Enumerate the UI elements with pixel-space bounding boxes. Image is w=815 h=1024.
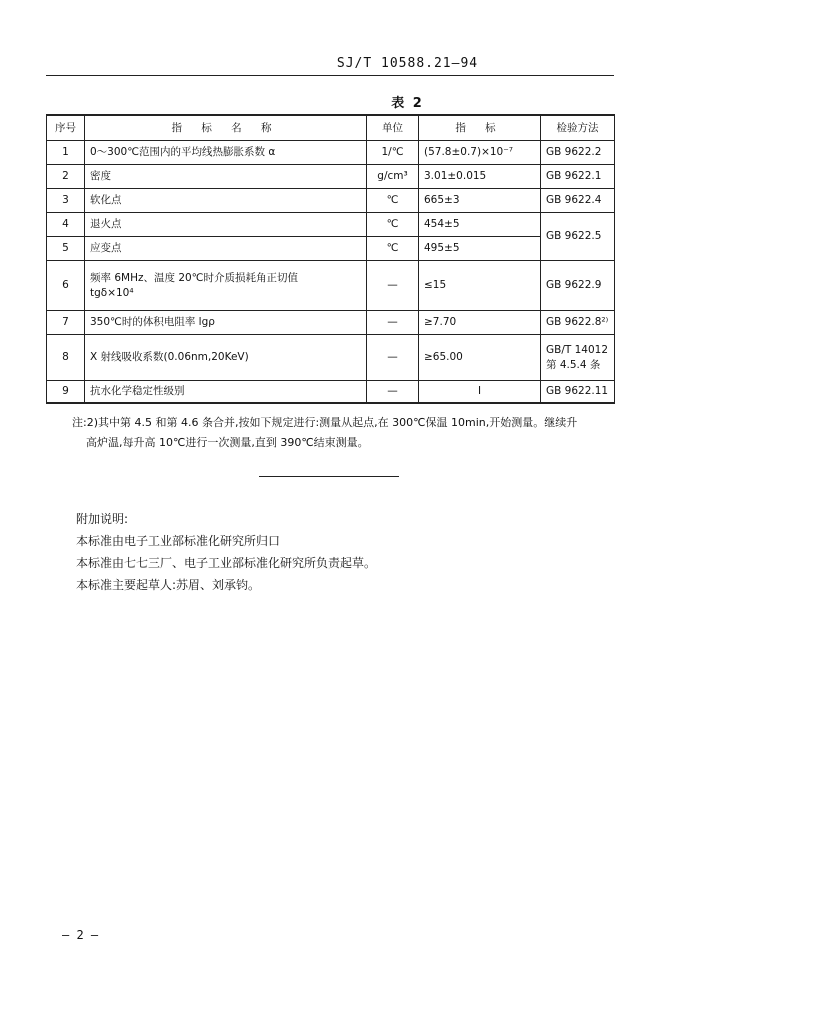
table-row <box>47 141 615 165</box>
table-row <box>47 237 615 261</box>
appendix-line: 本标准由电子工业部标准化研究所归口 <box>76 534 281 548</box>
row-name-cell <box>85 261 367 311</box>
table-header-row <box>47 115 615 141</box>
row-no: 8 <box>47 335 85 381</box>
row-unit: — <box>367 311 419 335</box>
row-name: 应变点 <box>85 237 367 261</box>
row-unit: — <box>367 335 419 381</box>
appendix-line: 本标准主要起草人:苏眉、刘承钧。 <box>76 578 261 592</box>
table-footnote <box>72 413 620 453</box>
row-value: ≥7.70 <box>419 311 541 335</box>
row-method: GB 9622.9 <box>541 261 615 311</box>
col-header-value: 指 标 <box>419 115 541 141</box>
row-value: 3.01±0.015 <box>419 165 541 189</box>
row-name: 密度 <box>85 165 367 189</box>
row-no: 7 <box>47 311 85 335</box>
col-header-unit: 单位 <box>367 115 419 141</box>
table-title: 表 2 <box>391 96 424 111</box>
footnote-line-1: 注:2)其中第 4.5 和第 4.6 条合并,按如下规定进行:测量从起点,在 300℃保温 10min,开始测量。继续升 <box>72 416 578 429</box>
footnote-line-2: 高炉温,每升高 10℃进行一次测量,直到 390℃结束测量。 <box>86 436 369 449</box>
row-name: 抗水化学稳定性级别 <box>85 381 367 403</box>
row-method: GB 9622.11 <box>541 381 615 403</box>
row-unit: ℃ <box>367 237 419 261</box>
row-unit: g/cm³ <box>367 165 419 189</box>
table-row <box>47 261 615 311</box>
row-method: GB 9622.1 <box>541 165 615 189</box>
col-header-no: 序号 <box>47 115 85 141</box>
row-value: 495±5 <box>419 237 541 261</box>
table-row <box>47 189 615 213</box>
row-no: 4 <box>47 213 85 237</box>
row-method: GB/T 14012 <box>546 343 609 356</box>
row-no: 5 <box>47 237 85 261</box>
specification-table <box>46 114 615 404</box>
row-name: 0～300℃范围内的平均线热膨胀系数 α <box>85 141 367 165</box>
row-name: 频率 6MHz、温度 20℃时介质损耗角正切值 <box>90 271 298 284</box>
header-rule <box>46 75 614 76</box>
section-divider <box>259 476 399 477</box>
row-value: 665±3 <box>419 189 541 213</box>
row-name: 软化点 <box>85 189 367 213</box>
table-row <box>47 381 615 403</box>
row-no: 6 <box>47 261 85 311</box>
row-no: 1 <box>47 141 85 165</box>
table-row <box>47 311 615 335</box>
row-name: 350℃时的体积电阻率 lgρ <box>85 311 367 335</box>
row-unit: ℃ <box>367 213 419 237</box>
row-no: 2 <box>47 165 85 189</box>
row-value: (57.8±0.7)×10⁻⁷ <box>419 141 541 165</box>
row-unit: — <box>367 381 419 403</box>
row-method: GB 9622.4 <box>541 189 615 213</box>
row-value: ≤15 <box>419 261 541 311</box>
page-number: — 2 — <box>62 928 99 942</box>
appendix-notes <box>76 508 616 596</box>
row-unit: ℃ <box>367 189 419 213</box>
row-method: GB 9622.8²⁾ <box>541 311 615 335</box>
row-method-cell <box>541 335 615 381</box>
row-no: 3 <box>47 189 85 213</box>
table-row <box>47 335 615 381</box>
row-value: I <box>419 381 541 403</box>
row-method-merged: GB 9622.5 <box>541 213 615 261</box>
appendix-heading: 附加说明: <box>76 512 129 526</box>
col-header-method: 检验方法 <box>541 115 615 141</box>
col-header-name: 指 标 名 称 <box>85 115 367 141</box>
row-no: 9 <box>47 381 85 403</box>
row-method: GB 9622.2 <box>541 141 615 165</box>
row-unit: 1/℃ <box>367 141 419 165</box>
row-value: 454±5 <box>419 213 541 237</box>
row-unit: — <box>367 261 419 311</box>
table-row <box>47 165 615 189</box>
row-name-symbol: tgδ×10⁴ <box>90 286 134 299</box>
table-row <box>47 213 615 237</box>
appendix-line: 本标准由七七三厂、电子工业部标准化研究所负责起草。 <box>76 556 377 570</box>
row-name: X 射线吸收系数(0.06nm,20KeV) <box>85 335 367 381</box>
row-value: ≥65.00 <box>419 335 541 381</box>
row-method-clause: 第 4.5.4 条 <box>546 358 601 371</box>
row-name: 退火点 <box>85 213 367 237</box>
standard-code-header: SJ/T 10588.21—94 <box>336 56 479 71</box>
